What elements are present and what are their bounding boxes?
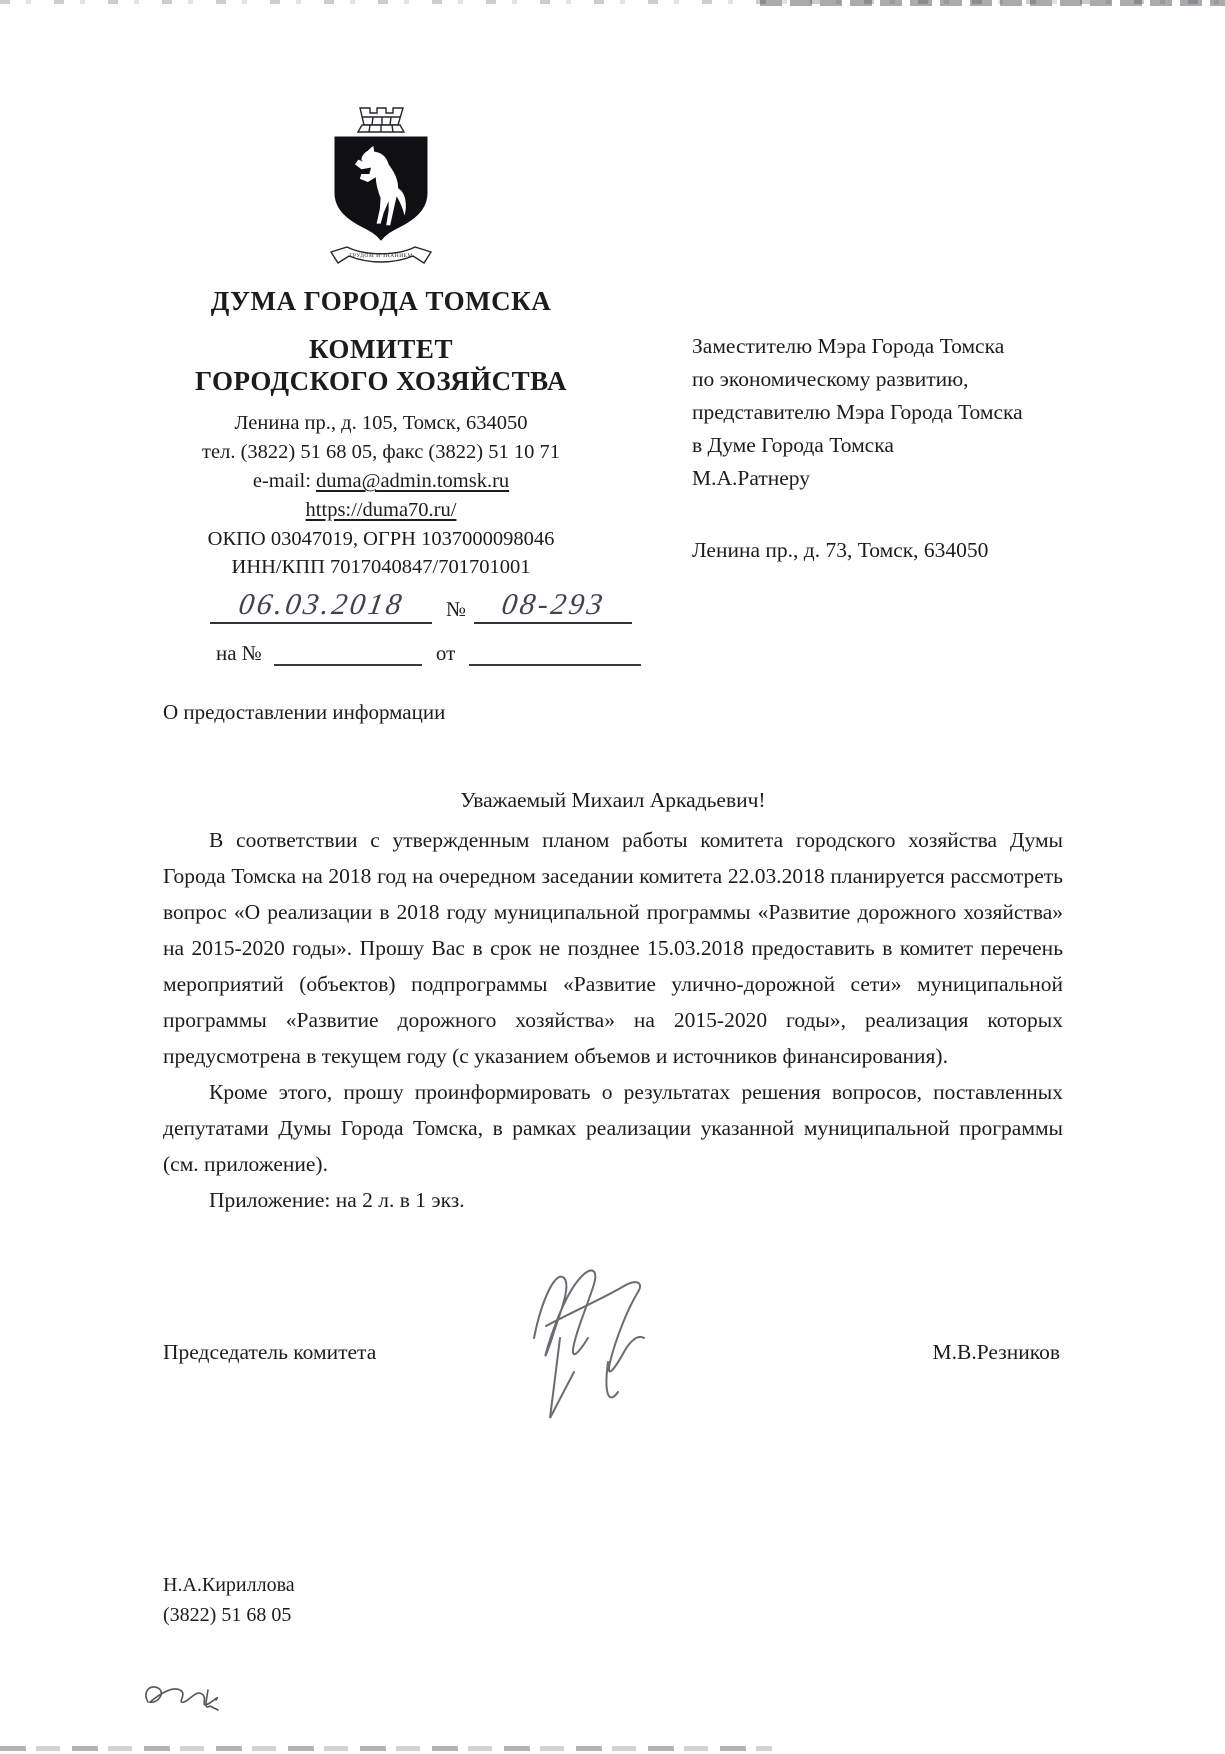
letter-number-handwritten: 08-293: [499, 588, 608, 621]
org-address: Ленина пр., д. 105, Томск, 634050: [234, 412, 528, 434]
recipient-name: М.А.Ратнеру: [692, 466, 810, 490]
executor-name: Н.А.Кириллова: [163, 1574, 295, 1596]
website-url: https://duma70.ru/: [305, 499, 457, 521]
motto-ribbon: [331, 247, 431, 263]
scan-artifact-bottom: [0, 1746, 772, 1751]
reference-row-reply: [216, 640, 641, 666]
salutation: Уважаемый Михаил Аркадьевич!: [460, 788, 766, 812]
letter-date-handwritten: 06.03.2018: [235, 588, 407, 621]
org-website-line: [150, 499, 612, 522]
body-paragraph-1: В соответствии с утвержденным планом работы комитета городского хозяйства Думы Города Томска на 2018 год на очередном заседании комитета 22.03.2018 планируется рассмотреть вопрос «О реализации в 2018 году муниципальной программы «Развитие дорожного хозяйства» на 2015-2020 годы». Прошу Вас в срок не позднее 15.03.2018 предоставить в комитет перечень мероприятий (объектов) подпрограммы «Развитие улично-дорожной сети» муниципальной программы «Развитие дорожного хозяйства» на 2015-2020 годы», реализация которых предусмотрена в текущем году (с указанием объемов и источников финансирования).: [163, 828, 1063, 1068]
letter-date-field: [210, 588, 432, 624]
attachment-note: Приложение: на 2 л. в 1 экз.: [209, 1188, 465, 1212]
tomsk-coat-of-arms: [150, 100, 612, 276]
org-email-line: [150, 470, 612, 493]
org-inn-kpp: ИНН/КПП 7017040847/701701001: [231, 556, 531, 578]
reply-from-label: от: [435, 641, 456, 665]
recipient-line: по экономическому развитию,: [692, 367, 969, 391]
org-name-line2: ГОРОДСКОГО ХОЗЯЙСТВА: [195, 366, 567, 396]
org-name-line1: КОМИТЕТ: [309, 334, 453, 364]
recipient-line: представителю Мэра Города Томска: [692, 400, 1023, 424]
reply-number-blank-field: [274, 640, 422, 666]
signer-name: М.В.Резников: [932, 1340, 1060, 1364]
body-paragraph-2: Кроме этого, прошу проинформировать о результатах решения вопросов, поставленных депутатами Думы Города Томска, в рамках реализации указанной муниципальной программы (см. приложение).: [163, 1080, 1063, 1176]
letter-number-field: [474, 588, 632, 624]
org-okpo-ogrn: ОКПО 03047019, ОГРН 1037000098046: [207, 528, 555, 550]
handwritten-initials-mark: [138, 1676, 238, 1724]
recipient-block: [692, 330, 1072, 567]
shield-icon: [335, 137, 427, 240]
recipient-line: Заместителю Мэра Города Томска: [692, 334, 1005, 358]
letter-subject: О предоставлении информации: [163, 700, 446, 724]
signer-position: Председатель комитета: [163, 1340, 377, 1364]
handwritten-signature: [512, 1242, 692, 1452]
coat-of-arms-icon: [325, 100, 437, 276]
mural-crown-icon: [358, 108, 404, 132]
email-address: duma@admin.tomsk.ru: [316, 470, 510, 492]
recipient-address: Ленина пр., д. 73, Томск, 634050: [692, 538, 989, 562]
org-phone-fax: тел. (3822) 51 68 05, факс (3822) 51 10 71: [202, 441, 560, 463]
scan-artifact-top-right: [760, 0, 1225, 6]
executor-phone: (3822) 51 68 05: [163, 1604, 292, 1626]
reply-number-label: на №: [216, 641, 262, 665]
number-sign-label: №: [446, 597, 467, 621]
recipient-line: в Думе Города Томска: [692, 433, 894, 457]
email-label: e-mail:: [252, 470, 317, 492]
reference-row-date-number: [210, 588, 632, 624]
executor-block: [163, 1570, 295, 1630]
org-parent-name: ДУМА ГОРОДА ТОМСКА: [210, 286, 552, 316]
motto-text: ТРУДОМ И ЗНАНИЕМ: [349, 253, 413, 259]
reply-date-blank-field: [469, 640, 641, 666]
letter-body: [163, 822, 1063, 1218]
